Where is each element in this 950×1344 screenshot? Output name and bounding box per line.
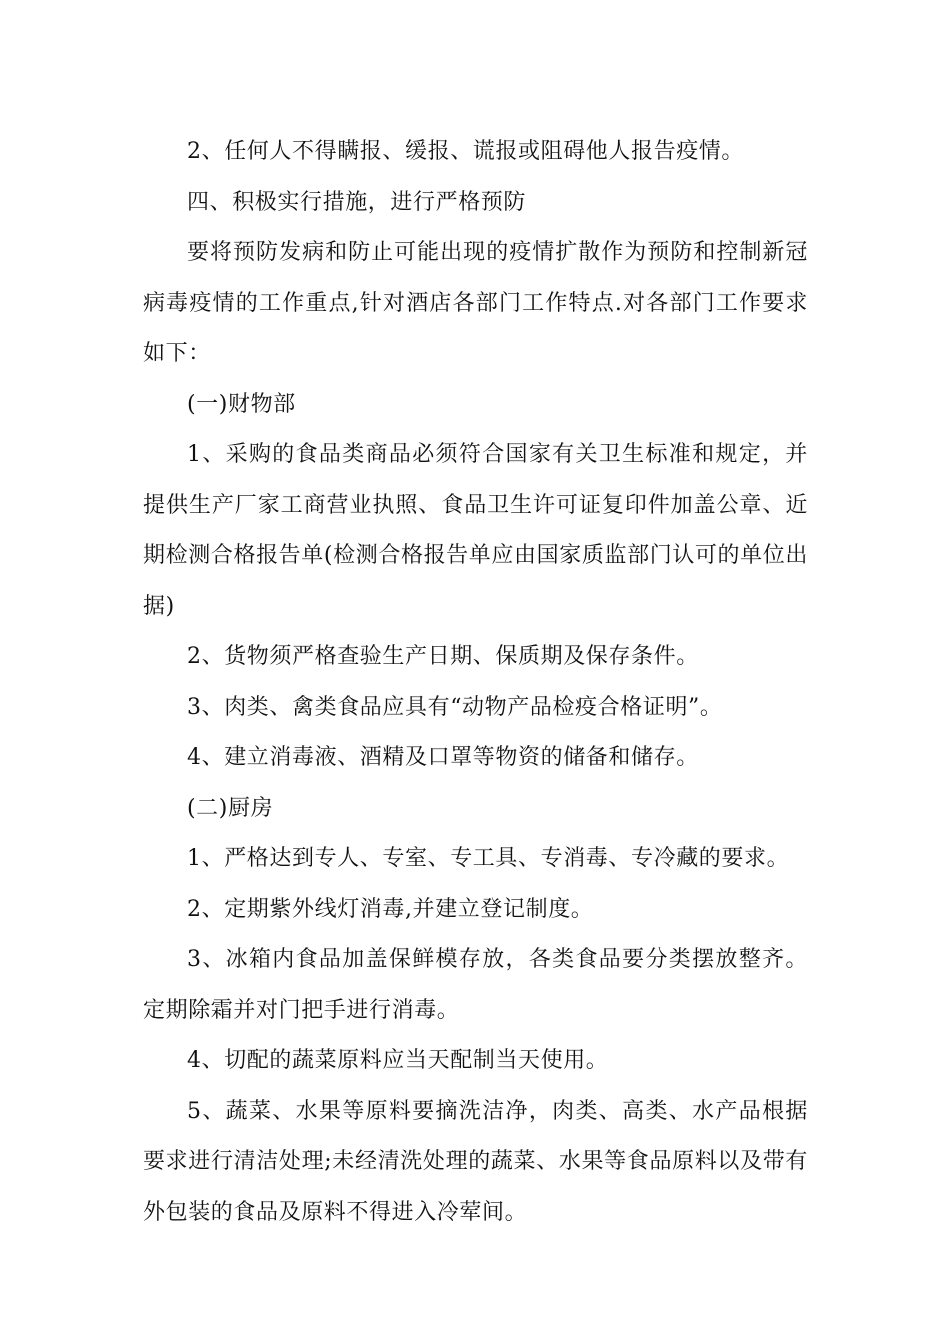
finance-item-1: 1、采购的食品类商品必须符合国家有关卫生标准和规定，并提供生产厂家工商营业执照、食品卫生许可证复印件加盖公章、近期检测合格报告单(检测合格报告单应由国家质监部门认可的单位出据): [143, 442, 808, 619]
kitchen-item-5: 5、蔬菜、水果等原料要摘洗洁净，肉类、高类、水产品根据要求进行清洁处理;未经清洗处理的蔬菜、水果等食品原料以及带有外包装的食品及原料不得进入冷荤间。: [143, 1098, 808, 1225]
document-body: [143, 127, 808, 1238]
kitchen-item-3: 3、冰箱内食品加盖保鲜模存放，各类食品要分类摆放整齐。定期除霜并对门把手进行消毒。: [143, 947, 808, 1023]
subsection-heading-finance: (一)财物部: [187, 391, 296, 417]
finance-item-2: 2、货物须严格查验生产日期、保质期及保存条件。: [187, 644, 699, 669]
kitchen-item-1: 1、严格达到专人、专室、专工具、专消毒、专冷藏的要求。: [187, 846, 790, 871]
subsection-heading-kitchen: (二)厨房: [187, 795, 274, 821]
finance-item-4: 4、建立消毒液、酒精及口罩等物资的储备和储存。: [187, 745, 699, 770]
paragraph-report-rule: 2、任何人不得瞒报、缓报、谎报或阻碍他人报告疫情。: [187, 139, 744, 164]
paragraph-prevention-intro: 要将预防发病和防止可能出现的疫情扩散作为预防和控制新冠病毒疫情的工作重点,针对酒店各部门工作特点.对各部门工作要求如下：: [143, 240, 808, 366]
kitchen-item-4: 4、切配的蔬菜原料应当天配制当天使用。: [187, 1048, 609, 1073]
section-heading-prevention: 四、积极实行措施，进行严格预防: [187, 189, 527, 215]
finance-item-3: 3、肉类、禽类食品应具有“动物产品检疫合格证明”。: [187, 694, 723, 720]
kitchen-item-2: 2、定期紫外线灯消毒,并建立登记制度。: [187, 896, 594, 922]
